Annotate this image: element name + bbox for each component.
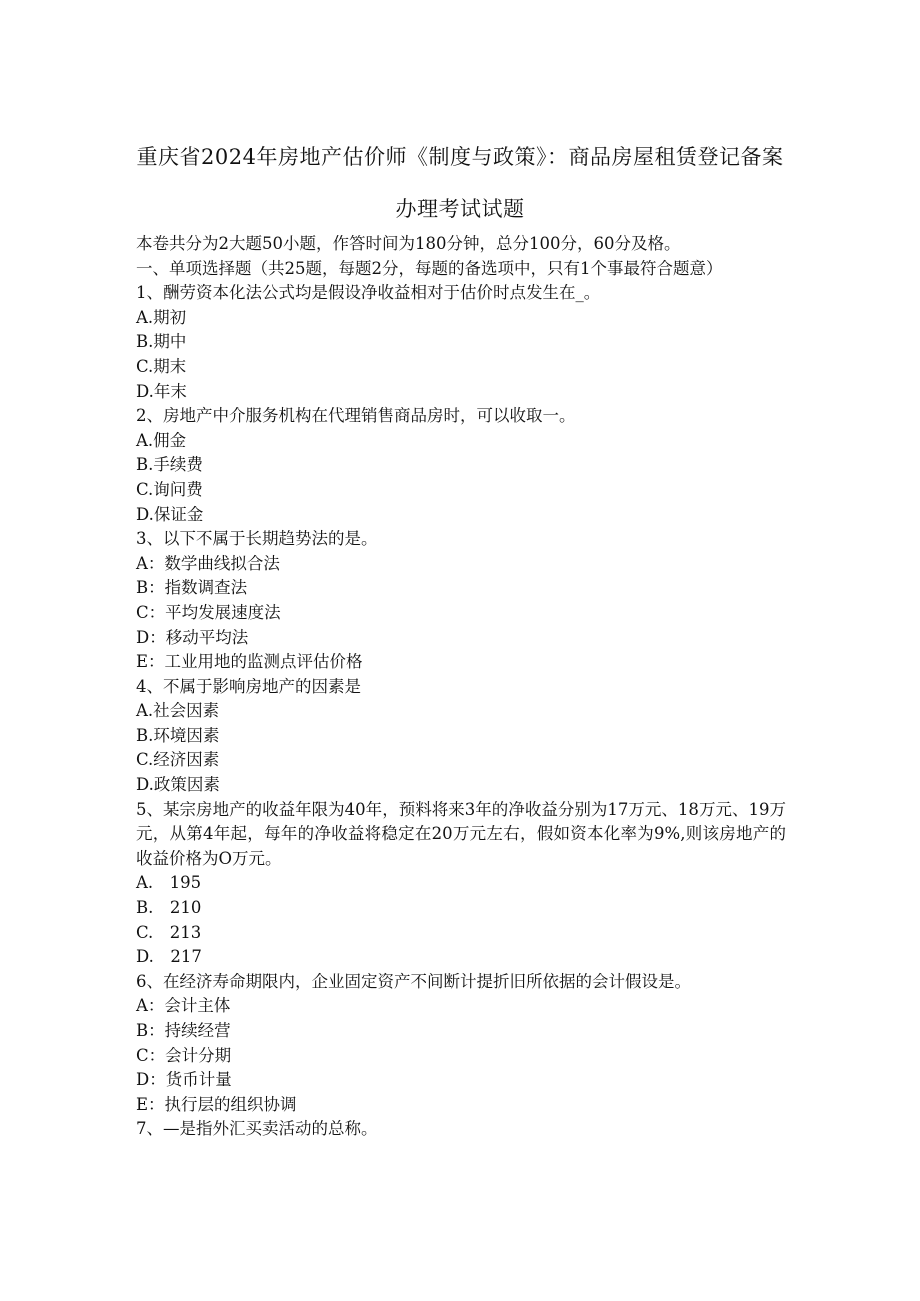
question-5-stem: 5、某宗房地产的收益年限为40年，预料将来3年的净收益分别为17万元、18万元、19万元，从第4年起，每年的净收益将稳定在20万元左右，假如资本化率为9%,则该房地产的收益价格为O万元。 (136, 799, 786, 868)
question-5-option-b: B. 210 (136, 898, 202, 918)
document-body (136, 232, 786, 1142)
exam-intro: 本卷共分为2大题50小题，作答时间为180分钟，总分100分，60分及格。 (136, 234, 681, 253)
question-3-stem: 3、以下不属于长期趋势法的是。 (136, 529, 378, 549)
question-4-stem: 4、不属于影响房地产的因素是 (136, 676, 361, 696)
question-6-option-d: D：货币计量 (136, 1070, 232, 1090)
question-2-stem: 2、房地产中介服务机构在代理销售商品房时，可以收取一。 (136, 406, 576, 426)
question-3-option-b: B：指数调查法 (136, 578, 248, 598)
question-6-option-a: A：会计主体 (136, 996, 231, 1016)
question-3-option-a: A：数学曲线拟合法 (136, 553, 280, 573)
question-2-option-c: C.询问费 (136, 479, 203, 499)
question-3-option-c: C：平均发展速度法 (136, 602, 281, 622)
question-6-option-b: B：持续经营 (136, 1021, 231, 1040)
question-6-stem: 6、在经济寿命期限内，企业固定资产不间断计提折旧所依据的会计假设是。 (136, 971, 691, 991)
document-title-line1: 重庆省2024年房地产估价师《制度与政策》：商品房屋租赁登记备案 (136, 145, 784, 169)
question-4-option-c: C.经济因素 (136, 750, 220, 770)
question-1-option-c: C.期末 (136, 356, 187, 376)
question-7-stem: 7、—是指外汇买卖活动的总称。 (136, 1119, 378, 1139)
question-6-option-c: C：会计分期 (136, 1045, 232, 1065)
question-5-option-c: C. 213 (136, 922, 202, 942)
question-1-option-a: A.期初 (136, 307, 187, 327)
question-2-option-d: D.保证金 (136, 504, 204, 524)
question-3-option-e: E：工业用地的监测点评估价格 (136, 652, 363, 672)
question-5-option-a: A. 195 (136, 873, 202, 893)
question-4-option-d: D.政策因素 (136, 775, 220, 795)
question-2-option-b: B.手续费 (136, 455, 203, 475)
question-4-option-a: A.社会因素 (136, 701, 220, 721)
question-4-option-b: B.环境因素 (136, 725, 220, 745)
section-heading: 一、单项选择题（共25题，每题2分，每题的备选项中，只有1个事最符合题意） (136, 258, 723, 278)
question-1-option-b: B.期中 (136, 332, 187, 352)
question-2-option-a: A.佣金 (136, 430, 187, 450)
question-3-option-d: D：移动平均法 (136, 627, 249, 647)
question-5-option-d: D. 217 (136, 947, 202, 967)
question-1-option-d: D.年末 (136, 381, 187, 401)
document-title-line2: 办理考试试题 (395, 197, 525, 221)
question-1-stem: 1、酬劳资本化法公式均是假设净收益相对于估价时点发生在_。 (136, 283, 601, 303)
question-6-option-e: E：执行层的组织协调 (136, 1094, 297, 1114)
